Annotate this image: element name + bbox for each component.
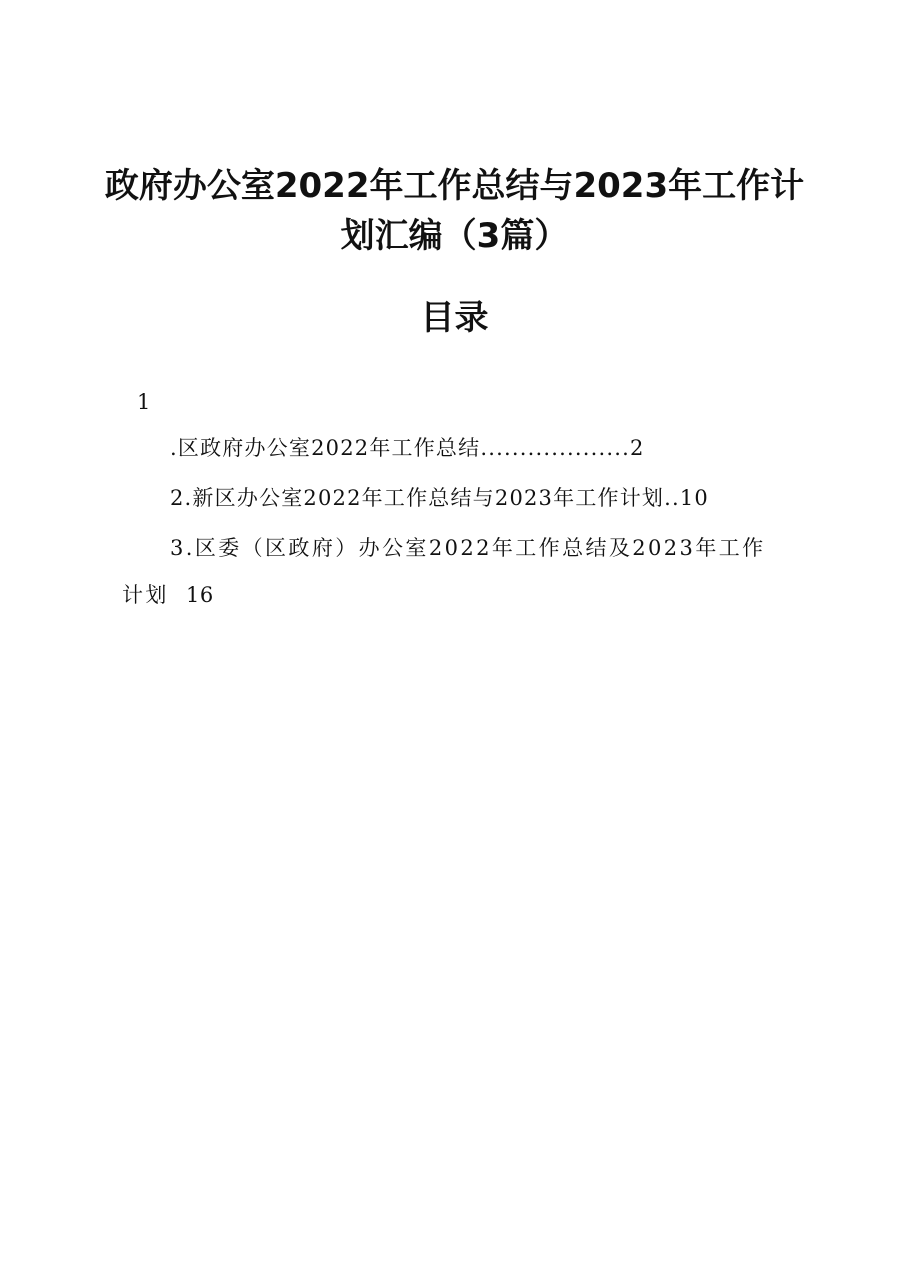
toc-entry-2[interactable]: 2.新区办公室2022年工作总结与2023年工作计划..10 <box>170 486 709 510</box>
document-title-line-2: 划汇编（3篇） <box>340 216 569 256</box>
toc-entry-1-number: 1 <box>137 390 151 414</box>
toc-entry-1[interactable]: .区政府办公室2022年工作总结...................2 <box>170 436 645 460</box>
toc-entry-3-line-1[interactable]: 3.区委（区政府）办公室2022年工作总结及2023年工作 <box>170 536 766 560</box>
document-title-line-1: 政府办公室2022年工作总结与2023年工作计 <box>104 166 805 206</box>
toc-entry-3-line-2[interactable]: 计划 <box>122 583 169 607</box>
toc-heading: 目录 <box>420 298 489 338</box>
toc-entry-3-page-number: 16 <box>186 583 214 607</box>
